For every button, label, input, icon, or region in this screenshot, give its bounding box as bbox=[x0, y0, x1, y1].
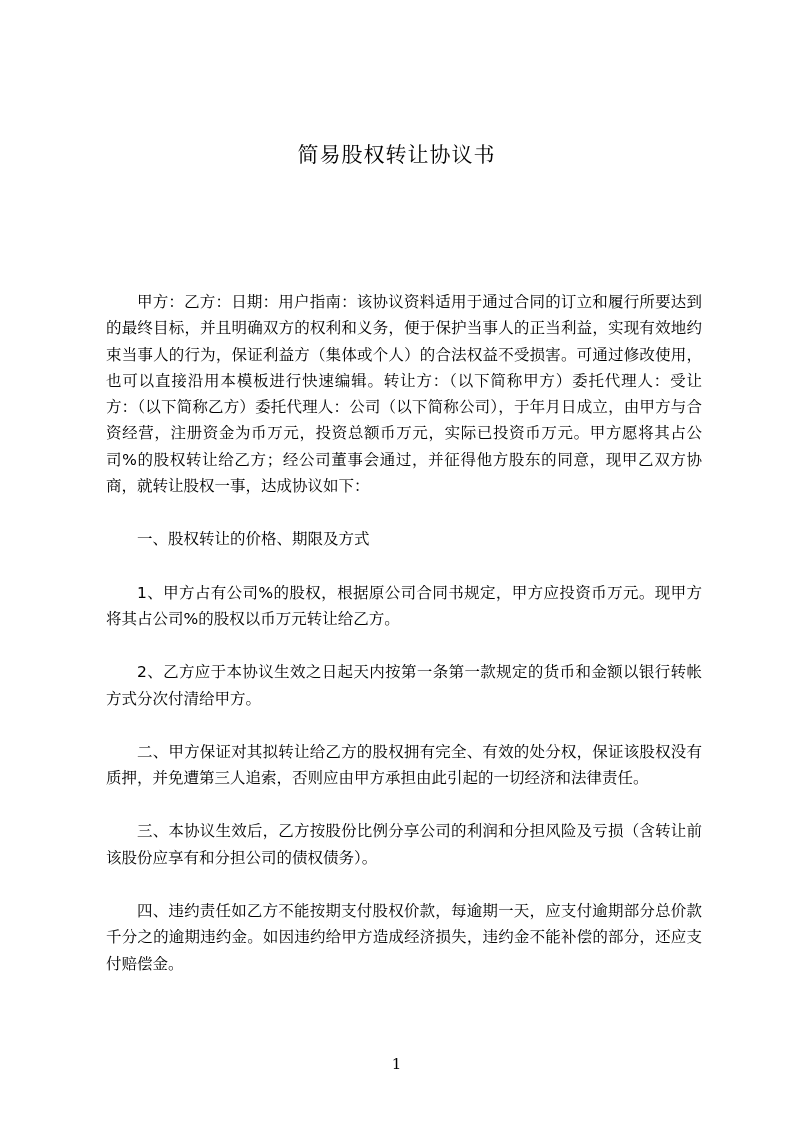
paragraph-clause-2: 2、乙方应于本协议生效之日起天内按第一条第一款规定的货币和金额以银行转帐方式分次付清给甲方。 bbox=[106, 663, 702, 708]
page-number: 1 bbox=[391, 1055, 402, 1073]
document-body bbox=[106, 289, 702, 977]
paragraph-section-3: 三、本协议生效后，乙方按股份比例分享公司的利润和分担风险及亏损（含转让前该股份应享有和分担公司的债权债务）。 bbox=[106, 822, 702, 867]
paragraph-section-2: 二、甲方保证对其拟转让给乙方的股权拥有完全、有效的处分权，保证该股权没有质押，并免遭第三人追索，否则应由甲方承担由此引起的一切经济和法律责任。 bbox=[106, 742, 702, 788]
paragraph-clause-1: 1、甲方占有公司%的股权，根据原公司合同书规定，甲方应投资币万元。现甲方将其占公司%的股权以币万元转让给乙方。 bbox=[106, 583, 702, 628]
paragraph-section-4: 四、违约责任如乙方不能按期支付股权价款，每逾期一天，应支付逾期部分总价款千分之的逾期违约金。如因违约给甲方造成经济损失，违约金不能补偿的部分，还应支付赔偿金。 bbox=[106, 902, 702, 973]
paragraph-section-1-heading: 一、股权转让的价格、期限及方式 bbox=[137, 530, 370, 549]
document-title: 简易股权转让协议书 bbox=[297, 143, 496, 167]
paragraph-intro: 甲方：乙方：日期：用户指南：该协议资料适用于通过合同的订立和履行所要达到的最终目标，并且明确双方的权利和义务，便于保护当事人的正当利益，实现有效地约束当事人的行为，保证利益方（集体或个人）的合法权益不受损害。可通过修改使用，也可以直接沿用本模板进行快速编辑。转让方：（以下简称甲方）委托代理人：受让方：（以下简称乙方）委托代理人：公司（以下简称公司），于年月日成立，由甲方与合资经营，注册资金为币万元，投资总额币万元，实际已投资币万元。甲方愿将其占公司%的股权转让给乙方；经公司董事会通过，并征得他方股东的同意，现甲乙双方协商，就转让股权一事，达成协议如下： bbox=[106, 293, 702, 496]
